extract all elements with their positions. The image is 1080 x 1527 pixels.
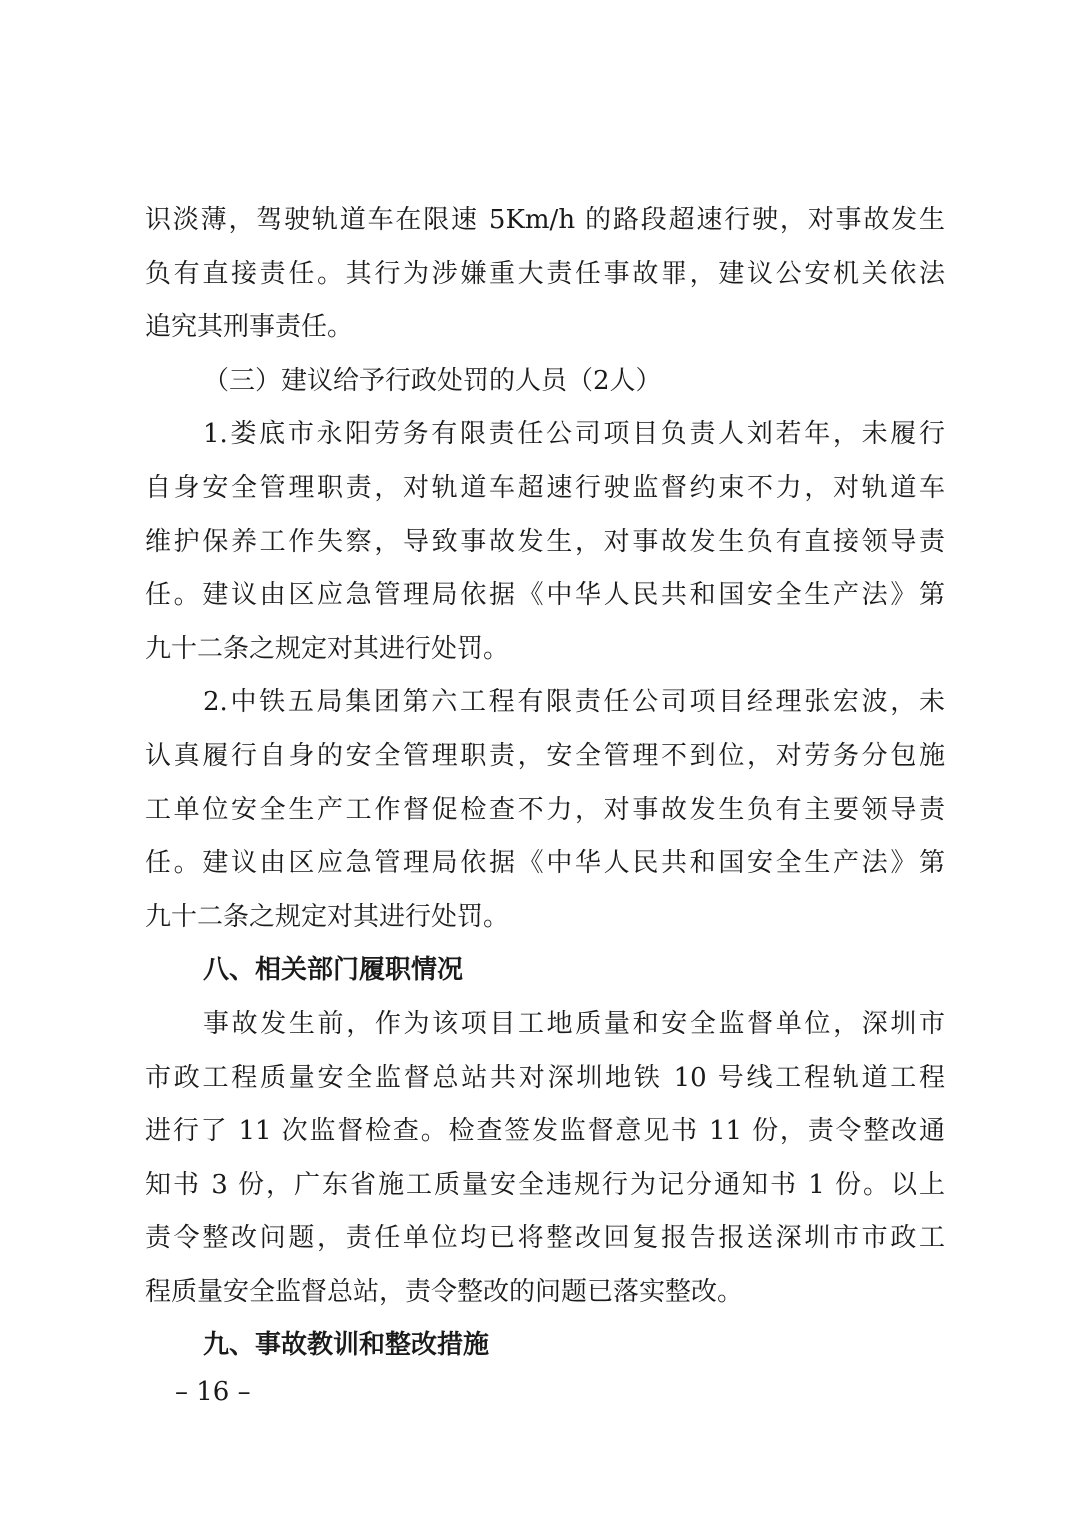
paragraph-line: 识淡薄，驾驶轨道车在限速 5Km/h 的路段超速行驶，对事故发生 — [145, 205, 945, 235]
paragraph-line: 事故发生前，作为该项目工地质量和安全监督单位，深圳市 — [203, 1008, 945, 1039]
paragraph-line: 市政工程质量安全监督总站共对深圳地铁 10 号线工程轨道工程 — [145, 1062, 945, 1093]
paragraph-line: 工单位安全生产工作督促检查不力，对事故发生负有主要领导责 — [145, 794, 945, 825]
paragraph-line: 认真履行自身的安全管理职责，安全管理不到位，对劳务分包施 — [145, 740, 945, 771]
paragraph-line: 责令整改问题，责任单位均已将整改回复报告报送深圳市市政工 — [145, 1223, 945, 1254]
paragraph-line: 九十二条之规定对其进行处罚。 — [145, 901, 510, 932]
paragraph-line: 1.娄底市永阳劳务有限责任公司项目负责人刘若年，未履行 — [203, 419, 945, 450]
page-number: – 16 – — [175, 1377, 251, 1407]
paragraph-line: 负有直接责任。其行为涉嫌重大责任事故罪，建议公安机关依法 — [145, 258, 945, 289]
paragraph-line: 任。建议由区应急管理局依据《中华人民共和国安全生产法》第 — [145, 580, 945, 611]
paragraph-line: 自身安全管理职责，对轨道车超速行驶监督约束不力，对轨道车 — [145, 472, 945, 503]
paragraph-line: 任。建议由区应急管理局依据《中华人民共和国安全生产法》第 — [145, 848, 945, 879]
paragraph-line: 进行了 11 次监督检查。检查签发监督意见书 11 份，责令整改通 — [145, 1116, 945, 1147]
paragraph-line: 知书 3 份，广东省施工质量安全违规行为记分通知书 1 份。以上 — [145, 1169, 945, 1200]
paragraph-line: 九十二条之规定对其进行处罚。 — [145, 633, 510, 664]
paragraph-line: 追究其刑事责任。 — [145, 312, 354, 343]
paragraph-line: 2.中铁五局集团第六工程有限责任公司项目经理张宏波，未 — [203, 687, 945, 718]
section-heading: 八、相关部门履职情况 — [203, 955, 464, 986]
document-body — [145, 194, 945, 1373]
paragraph-line: 维护保养工作失察，导致事故发生，对事故发生负有直接领导责 — [145, 526, 945, 557]
paragraph-line: 程质量安全监督总站，责令整改的问题已落实整改。 — [145, 1276, 744, 1307]
subsection-heading: （三）建议给予行政处罚的人员（2人） — [203, 365, 662, 396]
section-heading: 九、事故教训和整改措施 — [203, 1330, 490, 1361]
